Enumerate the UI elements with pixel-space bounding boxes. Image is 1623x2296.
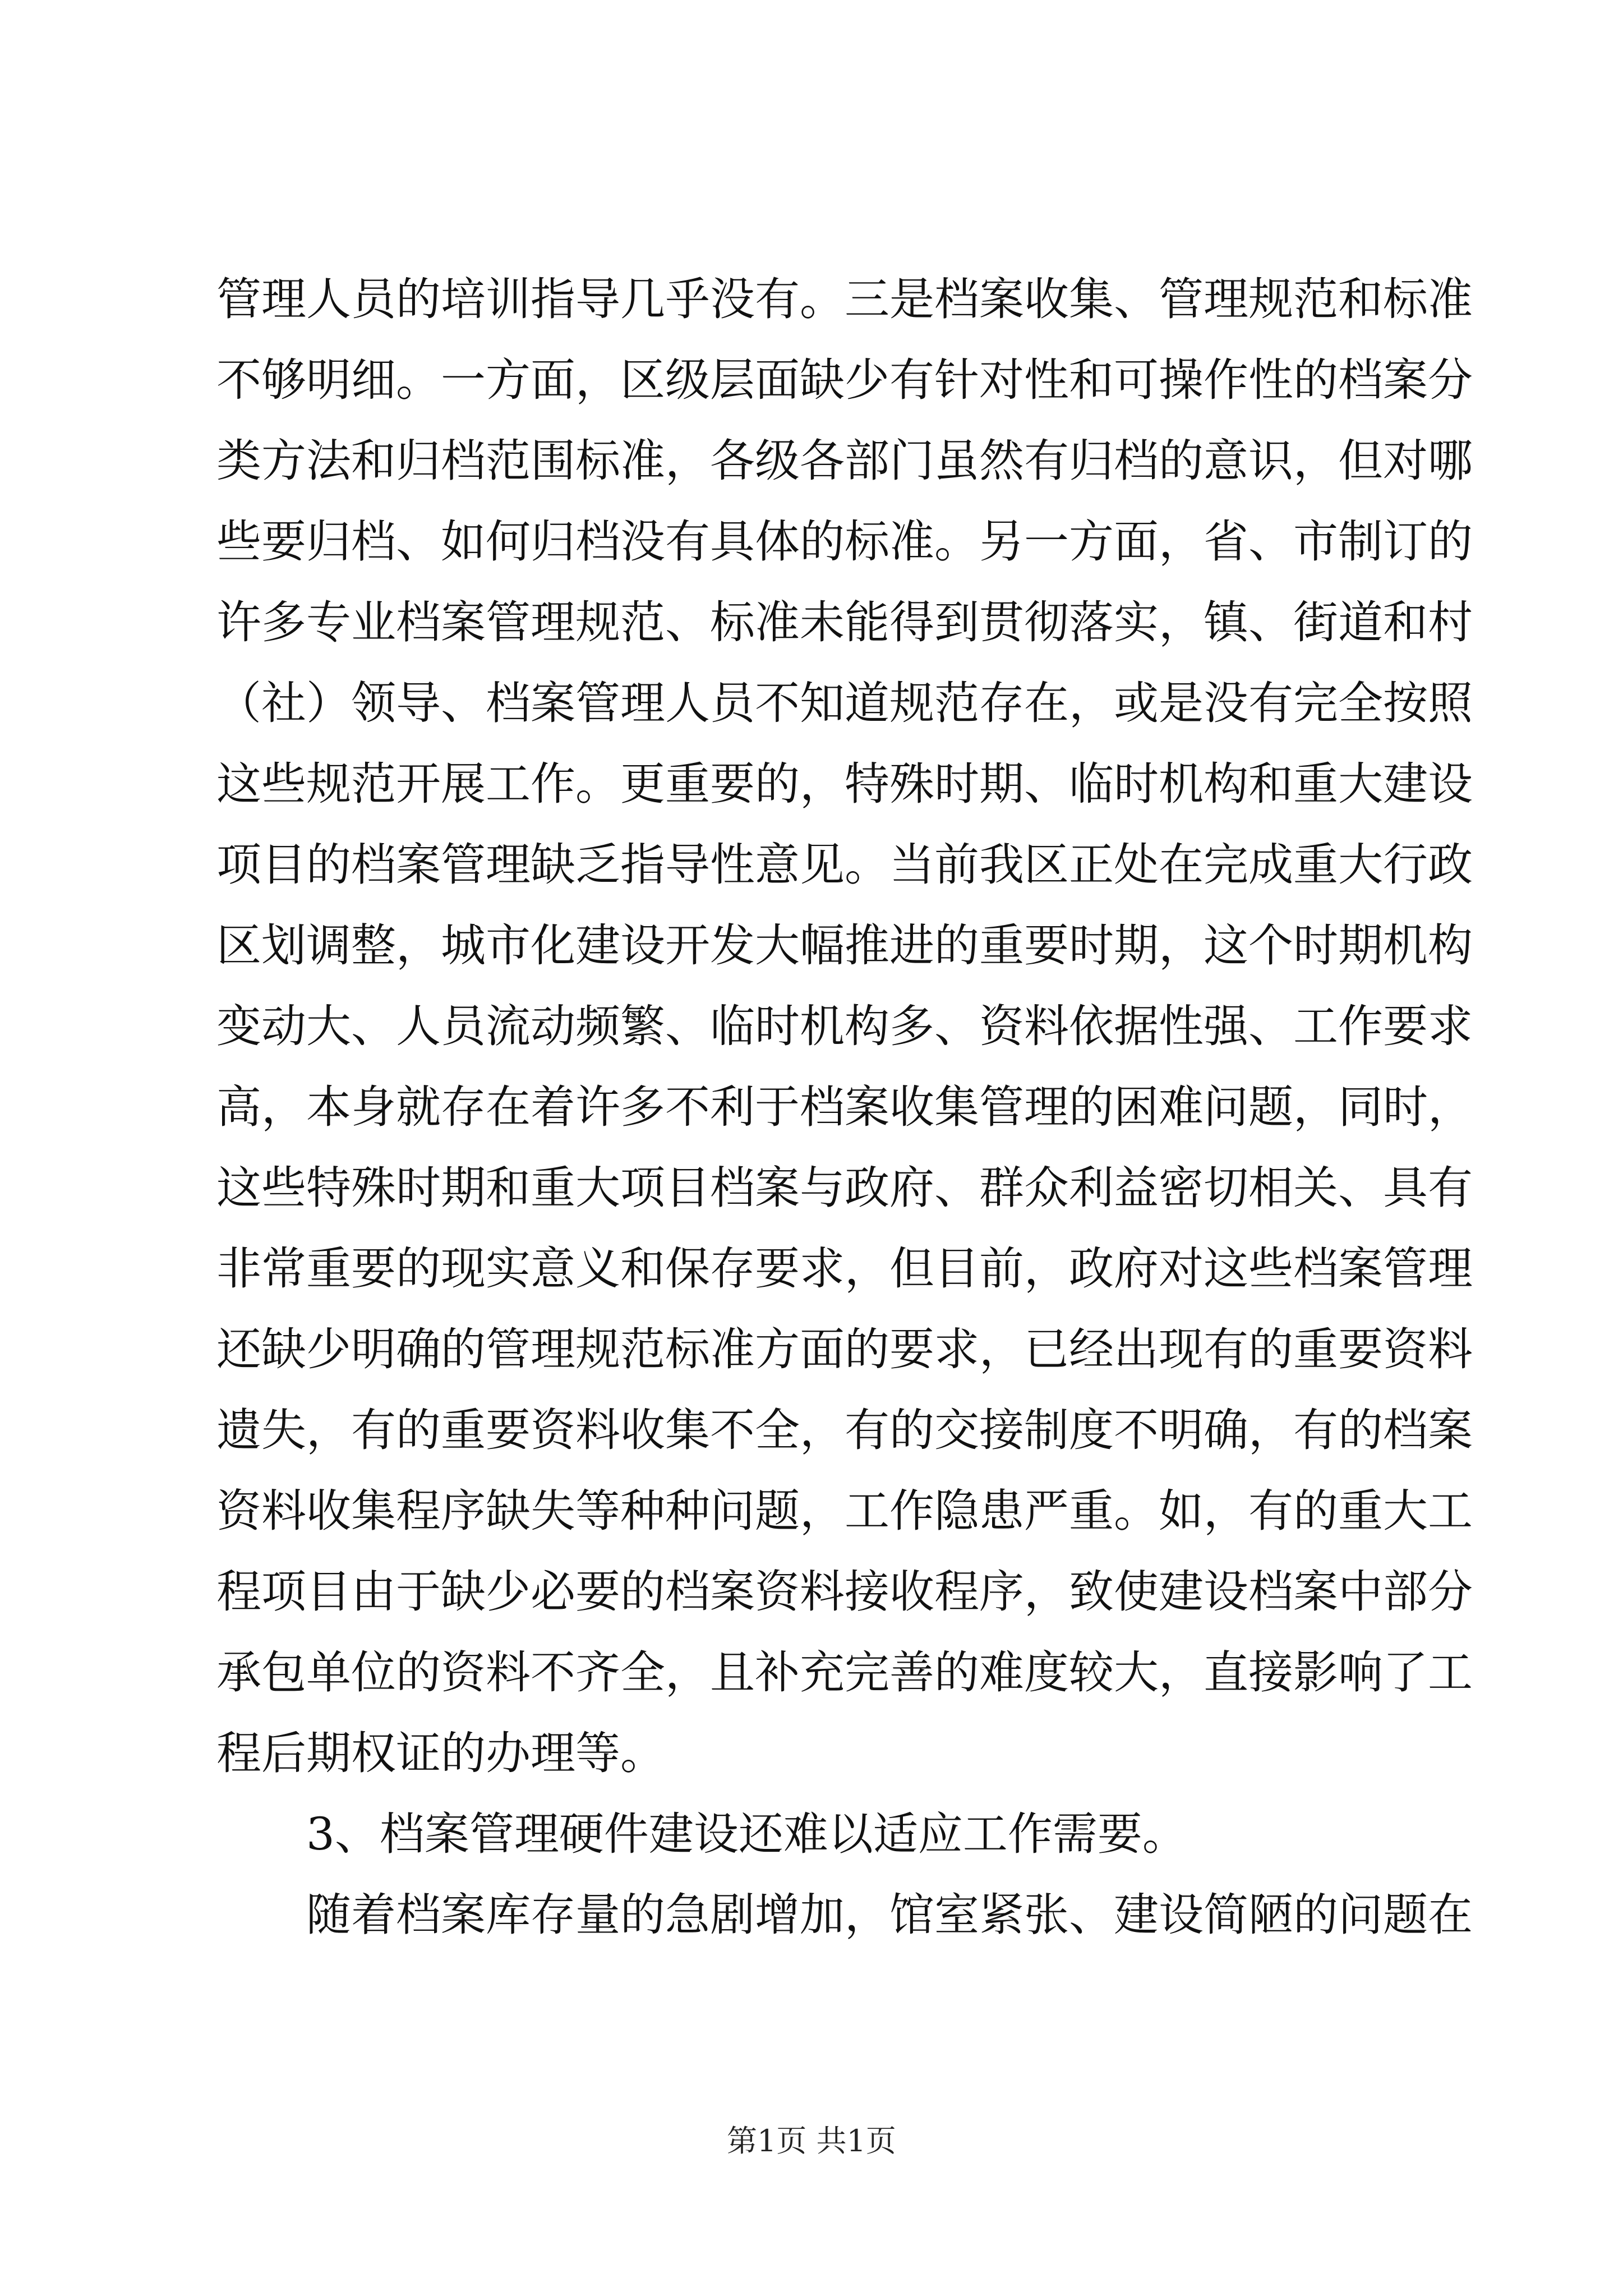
text-line: 这些规范开展工作。更重要的，特殊时期、临时机构和重大建设 — [216, 758, 1473, 810]
text-line: 管理人员的培训指导几乎没有。三是档案收集、管理规范和标准 — [216, 273, 1473, 325]
text-line: 资料收集程序缺失等种种问题，工作隐患严重。如，有的重大工 — [216, 1485, 1473, 1537]
text-line: 类方法和归档范围标准，各级各部门虽然有归档的意识，但对哪 — [216, 435, 1473, 487]
text-line: 程后期权证的办理等。 — [216, 1727, 665, 1779]
text-line: 些要归档、如何归档没有具体的标准。另一方面，省、市制订的 — [216, 516, 1473, 568]
text-line: 承包单位的资料不齐全，且补充完善的难度较大，直接影响了工 — [216, 1646, 1473, 1699]
text-line: 程项目由于缺少必要的档案资料接收程序，致使建设档案中部分 — [216, 1566, 1473, 1618]
text-line: 这些特殊时期和重大项目档案与政府、群众利益密切相关、具有 — [216, 1162, 1473, 1214]
text-line: 许多专业档案管理规范、标准未能得到贯彻落实，镇、街道和村 — [216, 596, 1473, 648]
text-line: 还缺少明确的管理规范标准方面的要求，已经出现有的重要资料 — [216, 1323, 1473, 1375]
text-line: 区划调整，城市化建设开发大幅推进的重要时期，这个时期机构 — [216, 919, 1473, 972]
text-line: 遗失，有的重要资料收集不全，有的交接制度不明确，有的档案 — [216, 1404, 1473, 1456]
text-line: 不够明细。一方面，区级层面缺少有针对性和可操作性的档案分 — [216, 354, 1473, 406]
text-line: 随着档案库存量的急剧增加，馆室紧张、建设简陋的问题在 — [306, 1889, 1473, 1941]
text-line: 非常重要的现实意义和保存要求，但目前，政府对这些档案管理 — [216, 1243, 1473, 1295]
page-number-footer: 第1页 共1页 — [727, 2123, 896, 2159]
section-heading: 3、档案管理硬件建设还难以适应工作需要。 — [306, 1808, 1187, 1860]
text-line: 项目的档案管理缺乏指导性意见。当前我区正处在完成重大行政 — [216, 839, 1473, 891]
text-line: （社）领导、档案管理人员不知道规范存在，或是没有完全按照 — [216, 677, 1473, 729]
text-line: 高，本身就存在着许多不利于档案收集管理的困难问题，同时， — [216, 1081, 1473, 1133]
text-line: 变动大、人员流动频繁、临时机构多、资料依据性强、工作要求 — [216, 1000, 1473, 1052]
document-body — [216, 259, 1473, 1955]
